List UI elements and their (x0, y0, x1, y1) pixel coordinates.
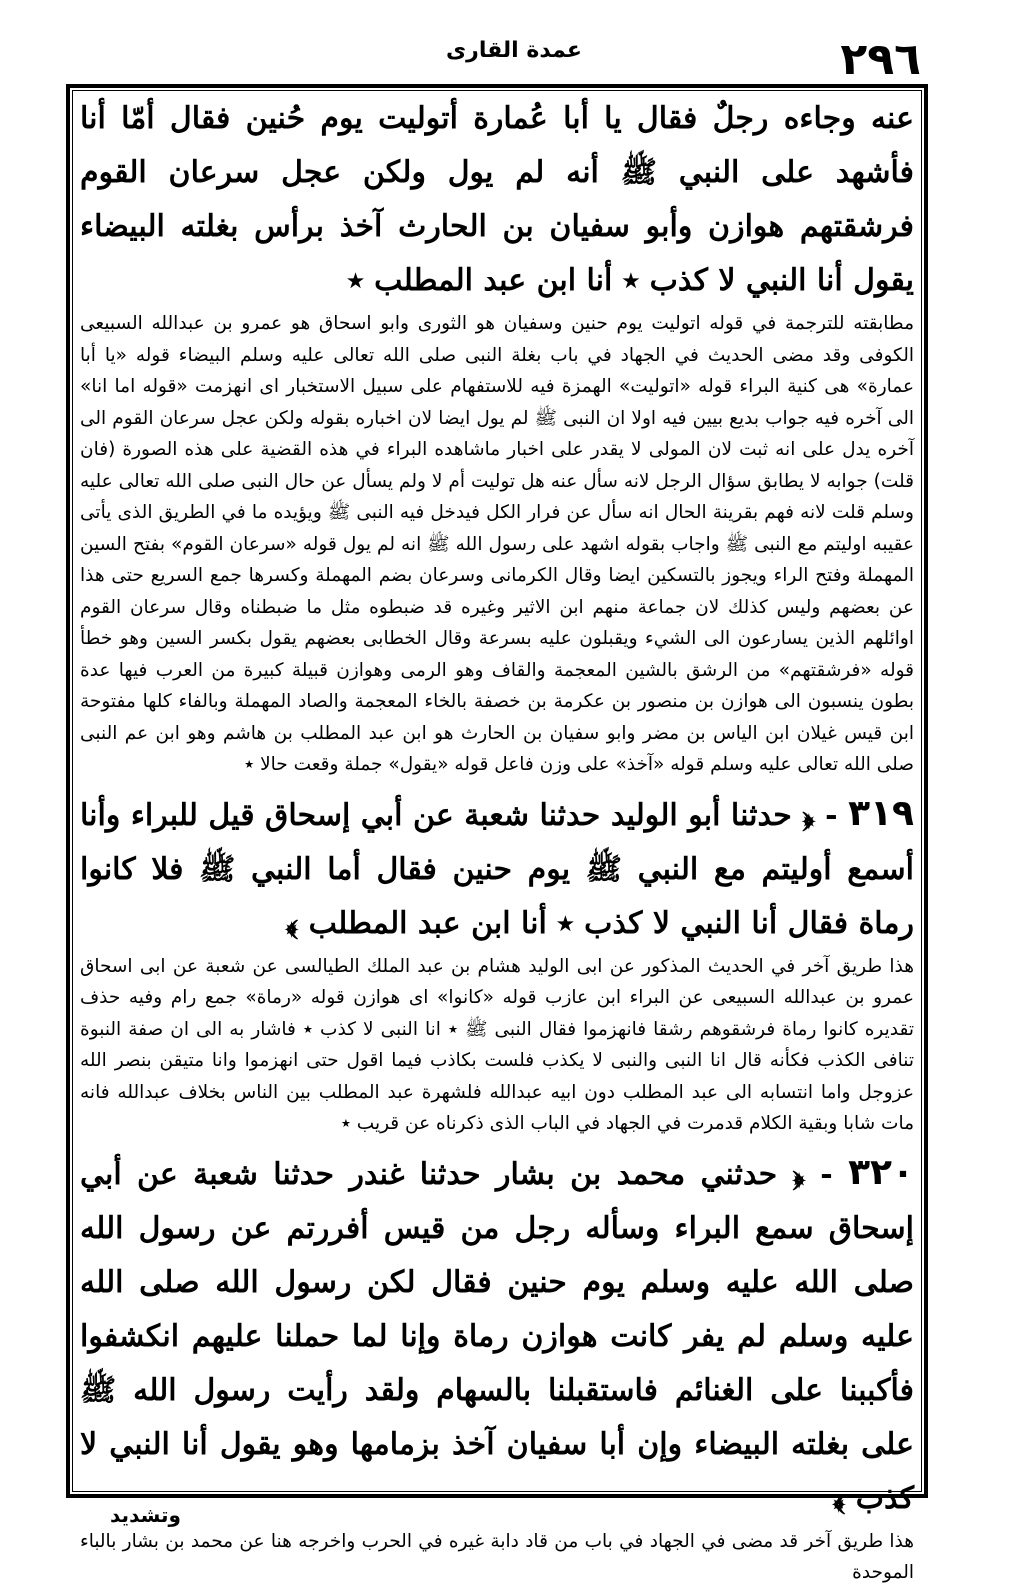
commentary-320: هذا طريق آخر قد مضى في الجهاد في باب من قاد دابة غيره في الحرب واخرجه هنا عن محمد بن بشار بالباء الموحدة (80, 1530, 914, 1583)
page-number: ٢٩٦ (840, 34, 921, 85)
hadith-number: ٣١٩ (848, 792, 915, 834)
hadith-number: ٣٢٠ (848, 1151, 914, 1193)
hadith-text: ﴿ حدثني محمد بن بشار حدثنا غندر حدثنا شعبة عن أبي إسحاق سمع البراء وسأله رجل من قيس أفررتم عن رسول الله صلى الله عليه وسلم يوم حنين فقال لكن رسول الله صلى الله عليه وسلم لم يفر كانت هوازن رماة وإنا لما حملنا عليهم انكشفوا فأكببنا على الغنائم فاستقبلنا بالسهام ولقد رأيت رسول الله ﷺ على بغلته البيضاء وإن أبا سفيان آخذ بزمامها وهو يقول أنا النبي لا كذب ﴾ (80, 1156, 914, 1516)
book-title: عمدة القارى (446, 38, 582, 63)
hadith-319: ٣١٩ - ﴿ حدثنا أبو الوليد حدثنا شعبة عن أبي إسحاق قيل للبراء وأنا أسمع أوليتم مع النبي ﷺ يوم حنين فقال أما النبي ﷺ فلا كانوا رماة فقال أنا النبي لا كذب ٭ أنا ابن عبد المطلب ﴾ (80, 792, 915, 941)
hadith-318-tail: عنه وجاءه رجلٌ فقال يا أبا عُمارة أتوليت يوم حُنين فقال أمّا أنا فأشهد على النبي ﷺ أنه لم يول ولكن عجل سرعان القوم فرشقتهم هوازن وأبو سفيان بن الحارث آخذ برأس بغلته البيضاء يقول أنا النبي لا كذب ٭ أنا ابن عبد المطلب ٭ (80, 101, 914, 298)
hadith-text: ﴿ حدثنا أبو الوليد حدثنا شعبة عن أبي إسحاق قيل للبراء وأنا أسمع أوليتم مع النبي ﷺ يوم حنين فقال أما النبي ﷺ فلا كانوا رماة فقال أنا النبي لا كذب ٭ أنا ابن عبد المطلب ﴾ (80, 797, 914, 941)
commentary-319: هذا طريق آخر في الحديث المذكور عن ابى الوليد هشام بن عبد الملك الطيالسى عن شعبة عن ابى اسحاق عمرو بن عبدالله السبيعى عن البراء ابن عازب قوله «كانوا» اى هوازن قوله «رماة» جمع رام وفيه حذف تقديره كانوا رماة فرشقوهم رشقا فانهزموا فقال النبى ﷺ ٭ انا النبى لا كذب ٭ فاشار به الى ان صفة النبوة تنافى الكذب فكأنه قال انا النبى والنبى لا يكذب فلست بكاذب فيما اقول حتى انهزموا وانا متيقن بنصر الله عزوجل واما انتسابه الى عبد المطلب دون ابيه عبدالله فلشهرة عبد المطلب بين الناس بخلاف عبدالله فانه مات شابا وبقية الكلام قدمرت في الجهاد في الباب الذى ذكرناه عن قريب ٭ (80, 955, 914, 1134)
commentary-318: مطابقته للترجمة في قوله اتوليت يوم حنين وسفيان هو الثورى وابو اسحاق هو عمرو بن عبدالله السبيعى الكوفى وقد مضى الحديث في الجهاد في باب بغلة النبى صلى الله تعالى عليه وسلم البيضاء قوله «يا أبا عمارة» هى كنية البراء قوله «اتوليت» الهمزة فيه للاستفهام على سبيل الاستخبار اى انهزمت «قوله اما انا» الى آخره فيه جواب بديع بيين فيه اولا ان النبى ﷺ لم يول ايضا لان اخباره بقوله ولكن عجل سرعان القوم الى آخره يدل على انه ثبت لان المولى لا يقدر على اخبار ماشاهده البراء في هذه القضية على هذه الصورة (فان قلت) جوابه لا يطابق سؤال الرجل لانه سأل عنه هل توليت أم لا ولم يسأل عن حال النبى صلى الله تعالى عليه وسلم قلت لانه فهم بقرينة الحال انه سأل عن فرار الكل فيدخل فيه النبى ﷺ ويؤيده ما في الطريق الذى يأتى عقيبه اوليتم مع النبى ﷺ واجاب بقوله اشهد على رسول الله ﷺ انه لم يول قوله «سرعان القوم» بفتح السين المهملة وفتح الراء ويجوز بالتسكين ايضا وقال الكرمانى وسرعان بضم المهملة وكسرها جمع السريع حتى هذا عن بعضهم وليس كذلك لان جماعة منهم ابن الاثير وغيره قد ضبطوه مثل ما ضبطناه وقال سرعان القوم اوائلهم الذين يسارعون الى الشيء ويقبلون عليه بسرعة وقال الخطابى بعضهم يقول بكسر السين وهو خطأ قوله «فرشقتهم» من الرشق بالشين المعجمة والقاف وهو الرمى وهوازن قبيلة كبيرة من العرب فيها عدة بطون ينسبون الى هوازن بن منصور بن عكرمة بن خصفة بالخاء المعجمة والصاد المهملة وبالفاء كلها مفتوحة ابن قيس غيلان ابن الياس بن مضر وابو سفيان بن الحارث هو ابن عبد المطلب بن هاشم وهو ابن عم النبى صلى الله تعالى عليه وسلم قوله «آخذ» على وزن فاعل قوله «يقول» جملة وقعت حالا ٭ (80, 313, 914, 775)
hadith-320: ٣٢٠ - ﴿ حدثني محمد بن بشار حدثنا غندر حدثنا شعبة عن أبي إسحاق سمع البراء وسأله رجل من قيس أفررتم عن رسول الله صلى الله عليه وسلم يوم حنين فقال لكن رسول الله صلى الله عليه وسلم لم يفر كانت هوازن رماة وإنا لما حملنا عليهم انكشفوا فأكببنا على الغنائم فاستقبلنا بالسهام ولقد رأيت رسول الله ﷺ على بغلته البيضاء وإن أبا سفيان آخذ بزمامها وهو يقول أنا النبي لا كذب ﴾ (80, 1151, 914, 1516)
page-header (0, 0, 1033, 84)
catchword: وتشديد (110, 1503, 181, 1527)
